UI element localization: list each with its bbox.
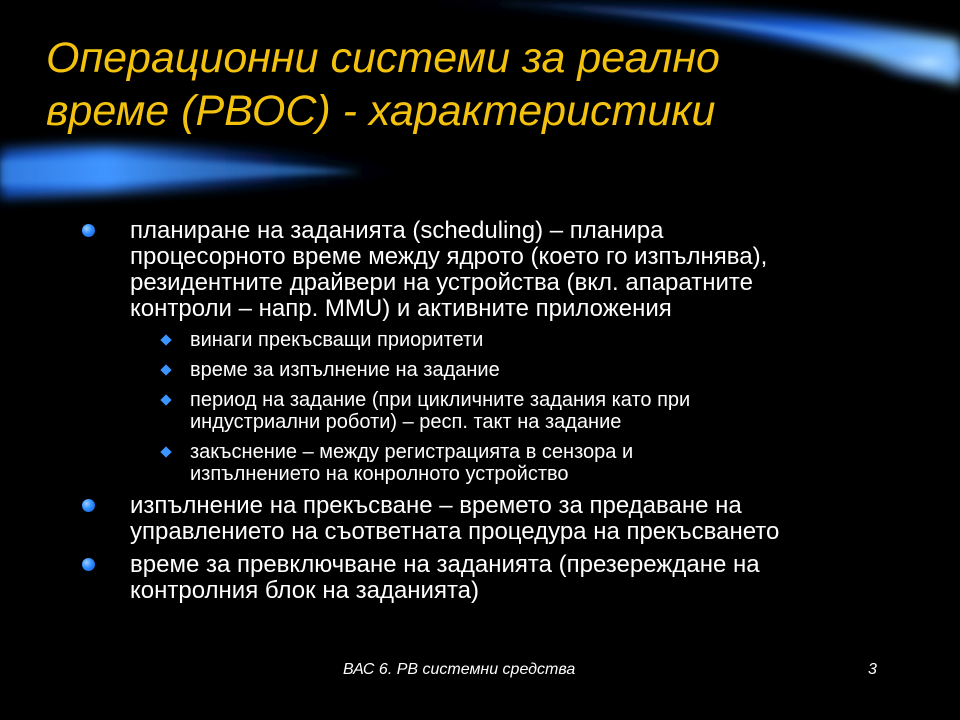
bullet-line: управлението на съответната процедура на прекъсването <box>130 518 780 545</box>
bullet-line: контроли – напр. MMU) и активните приложения <box>130 295 672 322</box>
bullet-text <box>130 493 928 545</box>
sub-bullet-item <box>78 329 928 351</box>
page-number: 3 <box>868 661 877 678</box>
bullet-dot-icon <box>82 224 95 237</box>
diamond-bullet-icon <box>160 364 171 375</box>
sub-bullet-text <box>190 359 928 381</box>
sub-bullet-item <box>78 359 928 381</box>
bullet-item <box>78 552 928 604</box>
slide-footer <box>0 661 960 685</box>
slide-title-line: време (РВОС) - характеристики <box>46 87 716 135</box>
sub-bullet-list <box>78 329 928 485</box>
sub-bullet-line: период на задание (при цикличните задания като при <box>190 389 691 411</box>
sub-bullet-line: закъснение – между регистрацията в сензора и <box>190 441 634 463</box>
bullet-text <box>130 552 928 604</box>
diamond-bullet-icon <box>160 334 171 345</box>
bullet-dot-icon <box>82 499 95 512</box>
bullet-line: резидентните драйвери на устройства (вкл. апаратните <box>130 269 753 296</box>
diamond-bullet-icon <box>160 394 171 405</box>
sub-bullet-item <box>78 441 928 485</box>
diamond-bullet-icon <box>160 446 171 457</box>
slide-title-line: Операционни системи за реално <box>46 34 720 82</box>
sub-bullet-line: време за изпълнение на задание <box>190 359 500 381</box>
bullet-line: контролния блок на заданията) <box>130 577 480 604</box>
bullet-line: процесорното време между ядрото (което го изпълнява), <box>130 243 768 270</box>
sub-bullet-text <box>190 441 928 485</box>
bullet-item <box>78 493 928 545</box>
bullet-list <box>78 218 928 611</box>
sub-bullet-text <box>190 329 928 351</box>
bullet-item <box>78 218 928 322</box>
sub-bullet-text <box>190 389 928 433</box>
bullet-dot-icon <box>82 558 95 571</box>
bullet-line: изпълнение на прекъсване – времето за предаване на <box>130 492 742 519</box>
bullet-line: време за превключване на заданията (презереждане на <box>130 551 760 578</box>
footer-text: ВАС 6. РВ системни средства <box>343 661 576 678</box>
slide-title <box>46 32 906 138</box>
bullet-text <box>130 218 928 322</box>
sub-bullet-line: винаги прекъсващи приоритети <box>190 329 484 351</box>
sub-bullet-item <box>78 389 928 433</box>
sub-bullet-line: индустриални роботи) – респ. такт на задание <box>190 411 622 433</box>
sub-bullet-line: изпълнението на конролното устройство <box>190 463 569 485</box>
bullet-line: планиране на заданията (scheduling) – планира <box>130 217 664 244</box>
